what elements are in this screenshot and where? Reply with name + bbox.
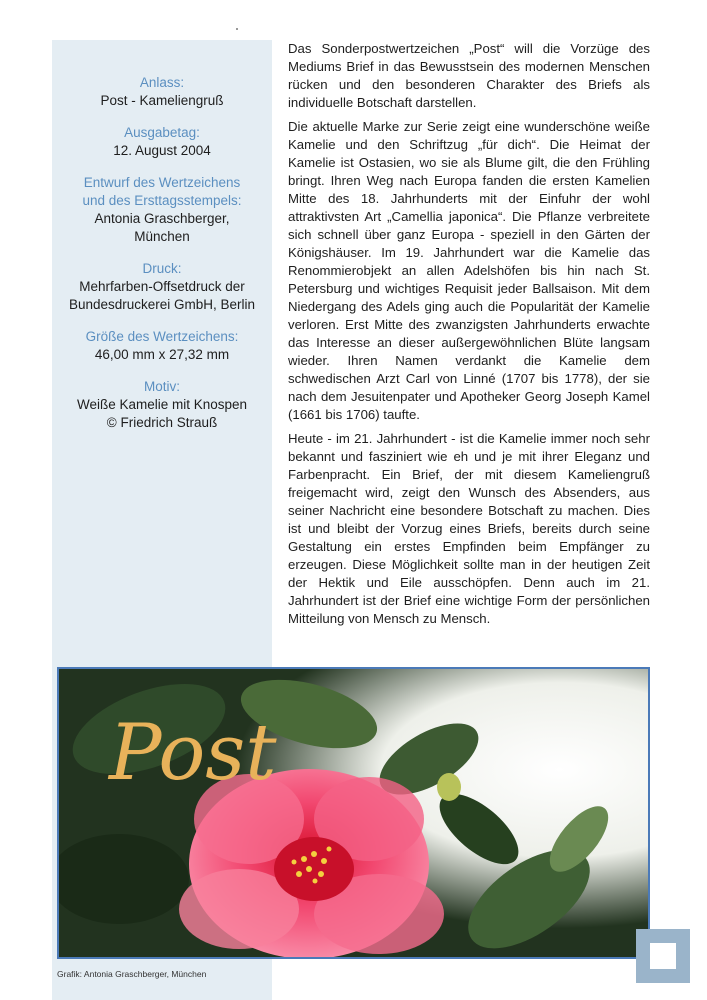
stamp-info-panel: [52, 74, 272, 446]
motif-label: Motiv:: [143, 379, 180, 394]
scan-dot: [236, 28, 238, 30]
design-group: [52, 174, 272, 246]
corner-registration-mark: [636, 929, 690, 983]
article-body: [288, 40, 650, 634]
size-value: 46,00 mm x 27,32 mm: [94, 347, 230, 362]
article-paragraph-2: Die aktuelle Marke zur Serie zeigt eine wunderschöne weiße Kamelie und den Schriftzug „für dich“. Die Heimat der Kamelie ist Ostasien, wo sie als Blume gilt, die den Frühling bringt. Ihren Weg nach Europa fanden die ersten Kamelien Mitte des 18. Jahrhunderts mit der Einfuhr der wohl attraktivsten Art „Camellia japonica“. Die Pflanze verbreitete sich schnell über ganz Europa - speziell in den Gärten der Königshäuser. Im 19. Jahrhundert war die Kamelie das Renommierobjekt an allen Adelshöfen bis hin nach St. Petersburg und wichtiges Requisit jeder Ballsaison. Mit dem Niedergang des Adels ging auch die Popularität der Kamelie verloren. Erst Mitte des zwanzigsten Jahrhunderts erwachte das Interesse an dieser außergewöhnlichen Blüte langsam wieder. Ihren Namen verdankt die Kamelie dem schwedischen Arzt Carl von Linné (1707 bis 1778), der sie nach dem Jesuitenpater und Apotheker Georg Joseph Kamel (1661 bis 1706) taufte.: [288, 119, 650, 422]
issue-date-value: 12. August 2004: [113, 143, 211, 158]
design-value-line-1: Antonia Graschberger,: [94, 211, 230, 226]
occasion-group: [52, 74, 272, 110]
article-paragraph-1: Das Sonderpostwertzeichen „Post“ will die Vorzüge des Mediums Brief in das Bewusstsein des modernen Menschen rücken und den besonderen Charakter des Briefs als individuelle Botschaft darstellen.: [288, 41, 650, 110]
print-value-line-2: Bundesdruckerei GmbH, Berlin: [68, 297, 256, 312]
post-script-word: Post: [109, 708, 277, 798]
motif-value-line-1: Weiße Kamelie mit Knospen: [76, 397, 248, 412]
occasion-label: Anlass:: [139, 75, 185, 90]
print-value-line-1: Mehrfarben-Offsetdruck der: [79, 279, 245, 294]
print-label: Druck:: [142, 261, 182, 276]
design-value-line-2: München: [134, 229, 190, 244]
print-group: [52, 260, 272, 314]
size-label: Größe des Wertzeichens:: [85, 329, 239, 344]
issue-date-label: Ausgabetag:: [124, 125, 200, 140]
occasion-value: Post - Kameliengruß: [100, 93, 224, 108]
article-paragraph-3: Heute - im 21. Jahrhundert - ist die Kamelie immer noch sehr bekannt und fasziniert wie eh und je mit ihrer Eleganz und Farbenpracht. Ein Brief, der mit diesem Kameliengruß freigemacht wird, zeigt den Wunsch des Absenders, aus seiner Nachricht eine besondere Botschaft zu machen. Dies ist und bleibt der Vorzug eines Briefs, bereits durch seine Gestaltung ein erstes Empfinden beim Empfänger zu erzeugen. Diese Möglichkeit sollte man in der heutigen Zeit der Hektik und Eile ausschöpfen. Denn auch im 21. Jahrhundert ist der Brief eine wichtige Form der persönlichen Mitteilung von Mensch zu Mensch.: [288, 431, 650, 626]
motif-group: [52, 378, 272, 432]
camellia-illustration: [59, 669, 648, 957]
design-label-line-1: Entwurf des Wertzeichens: [83, 175, 241, 190]
size-group: [52, 328, 272, 364]
corner-mark-inner: [650, 943, 676, 969]
design-label-line-2: und des Ersttagsstempels:: [82, 193, 242, 208]
illustration-credit: Grafik: Antonia Graschberger, München: [57, 969, 207, 979]
issue-date-group: [52, 124, 272, 160]
camellia-illustration-frame: [57, 667, 650, 959]
motif-value-line-2: © Friedrich Strauß: [106, 415, 218, 430]
